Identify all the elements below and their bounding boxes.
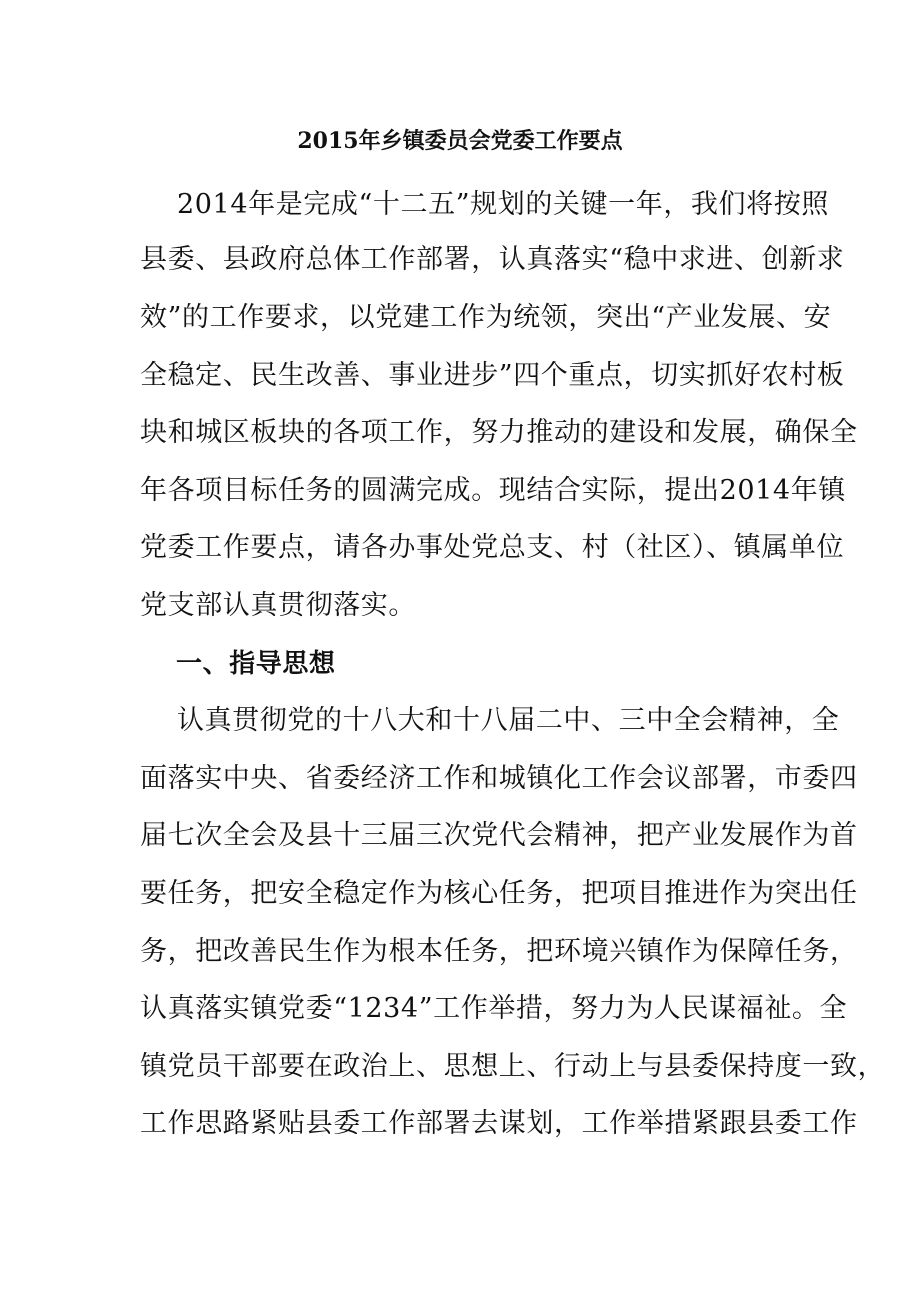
paragraph-line: 务，把改善民生作为根本任务，把环境兴镇作为保障任务， <box>140 936 858 967</box>
paragraph-line: 工作思路紧贴县委工作部署去谋划，工作举措紧跟县委工作 <box>140 1108 858 1139</box>
paragraph-line: 镇党员干部要在政治上、思想上、行动上与县委保持度一致， <box>140 1051 886 1082</box>
paragraph-line: 面落实中央、省委经济工作和城镇化工作会议部署，市委四 <box>140 763 858 794</box>
paragraph-line: 届七次全会及县十三届三次党代会精神，把产业发展作为首 <box>140 820 858 851</box>
paragraph-line: 效”的工作要求，以党建工作为统领，突出“产业发展、安 <box>140 302 832 333</box>
paragraph-line: 全稳定、民生改善、事业进步”四个重点，切实抓好农村板 <box>140 360 845 391</box>
paragraph-line: 县委、县政府总体工作部署，认真落实“稳中求进、创新求 <box>140 244 845 275</box>
paragraph-line: 认真贯彻党的十八大和十八届二中、三中全会精神，全 <box>177 705 840 736</box>
paragraph-line: 2014年是完成“十二五”规划的关键一年，我们将按照 <box>177 189 829 220</box>
section-heading: 一、指导思想 <box>176 649 336 679</box>
paragraph-line: 要任务，把安全稳定作为核心任务，把项目推进作为突出任 <box>140 878 858 909</box>
paragraph-line: 党委工作要点，请各办事处党总支、村（社区）、镇属单位 <box>140 532 845 563</box>
paragraph-line: 块和城区板块的各项工作，努力推动的建设和发展，确保全 <box>140 417 858 448</box>
document-title: 2015年乡镇委员会党委工作要点 <box>297 128 623 154</box>
paragraph-line: 党支部认真贯彻落实。 <box>140 590 416 621</box>
paragraph-line: 认真落实镇党委“1234”工作举措，努力为人民谋福祉。全 <box>140 993 848 1024</box>
paragraph-line: 年各项目标任务的圆满完成。现结合实际，提出2014年镇 <box>140 475 846 506</box>
